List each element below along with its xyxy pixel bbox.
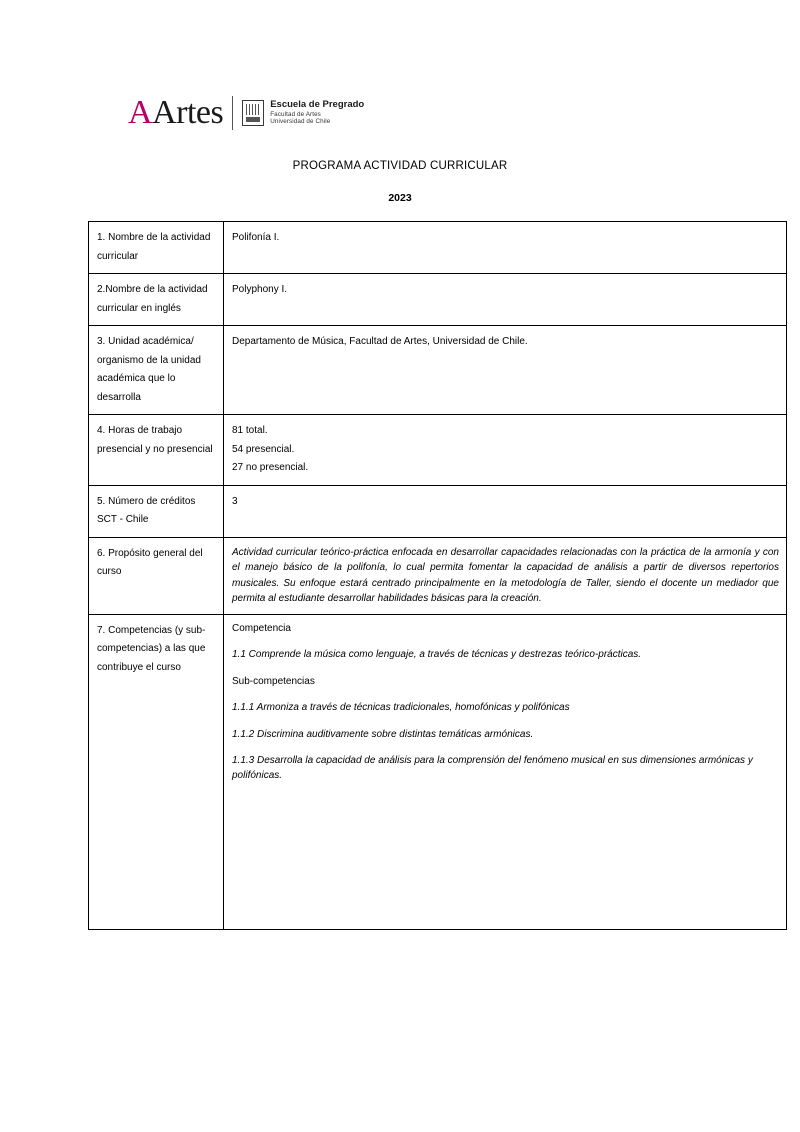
subcompetencias-heading: Sub-competencias [232, 675, 315, 687]
row-value-name-english [224, 274, 787, 326]
row-value-purpose [224, 537, 787, 614]
table-row [89, 415, 787, 486]
row-value-competencies [224, 614, 787, 929]
value-line: Departamento de Música, Facultad de Artes, Universidad de Chile. [232, 336, 528, 347]
value-line: 54 presencial. [232, 443, 295, 455]
logo-university-name: Universidad de Chile [270, 118, 331, 126]
value-line: 81 total. [232, 425, 268, 436]
competencia-heading: Competencia [232, 622, 291, 634]
row-label-hours: 4. Horas de trabajo presencial y no presencial [89, 415, 224, 486]
row-label-competencies: 7. Competencias (y sub-competencias) a las que contribuye el curso [89, 614, 224, 929]
artes-wordmark-text: Artes [152, 94, 224, 131]
row-value-name [224, 222, 787, 274]
table-row [89, 614, 787, 929]
value-line: 3 [232, 495, 238, 507]
artes-wordmark: AArtes [128, 94, 224, 131]
row-label-name-english: 2.Nombre de la actividad curricular en inglés [89, 274, 224, 326]
subcompetencia-item: 1.1.3 Desarrolla la capacidad de análisis para la comprensión del fenómeno musical en sus dimensiones armónicas y polifónicas. [232, 755, 753, 781]
subcompetencia-item: 1.1.1 Armoniza a través de técnicas tradicionales, homofónicas y polifónicas [232, 702, 570, 713]
university-seal-icon [242, 100, 264, 126]
row-label-purpose: 6. Propósito general del curso [89, 537, 224, 614]
value-line: 27 no presencial. [232, 462, 309, 473]
competencies-block [232, 622, 779, 784]
page-year: 2023 [388, 192, 412, 204]
competencia-item: 1.1 Comprende la música como lenguaje, a través de técnicas y destrezas teórico-prácticas. [232, 649, 642, 660]
subcompetencia-item: 1.1.2 Discrimina auditivamente sobre distintas temáticas armónicas. [232, 728, 534, 740]
table-row [89, 537, 787, 614]
institution-logo [128, 96, 364, 130]
logo-school-name: Escuela de Pregrado [270, 99, 365, 111]
value-line: Polifonía I. [232, 232, 280, 243]
value-line: Polyphony I. [232, 284, 288, 295]
page-title: PROGRAMA ACTIVIDAD CURRICULAR [292, 160, 508, 172]
table-row [89, 485, 787, 537]
row-value-hours [224, 415, 787, 486]
value-paragraph: Actividad curricular teórico-práctica enfocada en desarrollar capacidades relacionadas con la práctica de la armonía y con el manejo básico de la polifonía, lo cual permita fomentar la capacidad de análisis a partir de diversos repertorios musicales. Su enfoque estará centrado principalmente en la metodología de Taller, siendo el docente un mediador que permita al estudiante desarrollar habilidades básicas para la creación. [232, 546, 779, 604]
logo-faculty-name: Facultad de Artes [270, 111, 321, 119]
row-value-unit [224, 326, 787, 415]
row-label-unit: 3. Unidad académica/ organismo de la unidad académica que lo desarrolla [89, 326, 224, 415]
logo-divider [232, 96, 233, 130]
logo-text-block [270, 100, 364, 125]
table-row [89, 222, 787, 274]
row-label-name: 1. Nombre de la actividad curricular [89, 222, 224, 274]
table-row [89, 274, 787, 326]
row-label-credits: 5. Número de créditos SCT - Chile [89, 485, 224, 537]
table-row [89, 326, 787, 415]
program-table [88, 221, 787, 930]
row-value-credits [224, 485, 787, 537]
